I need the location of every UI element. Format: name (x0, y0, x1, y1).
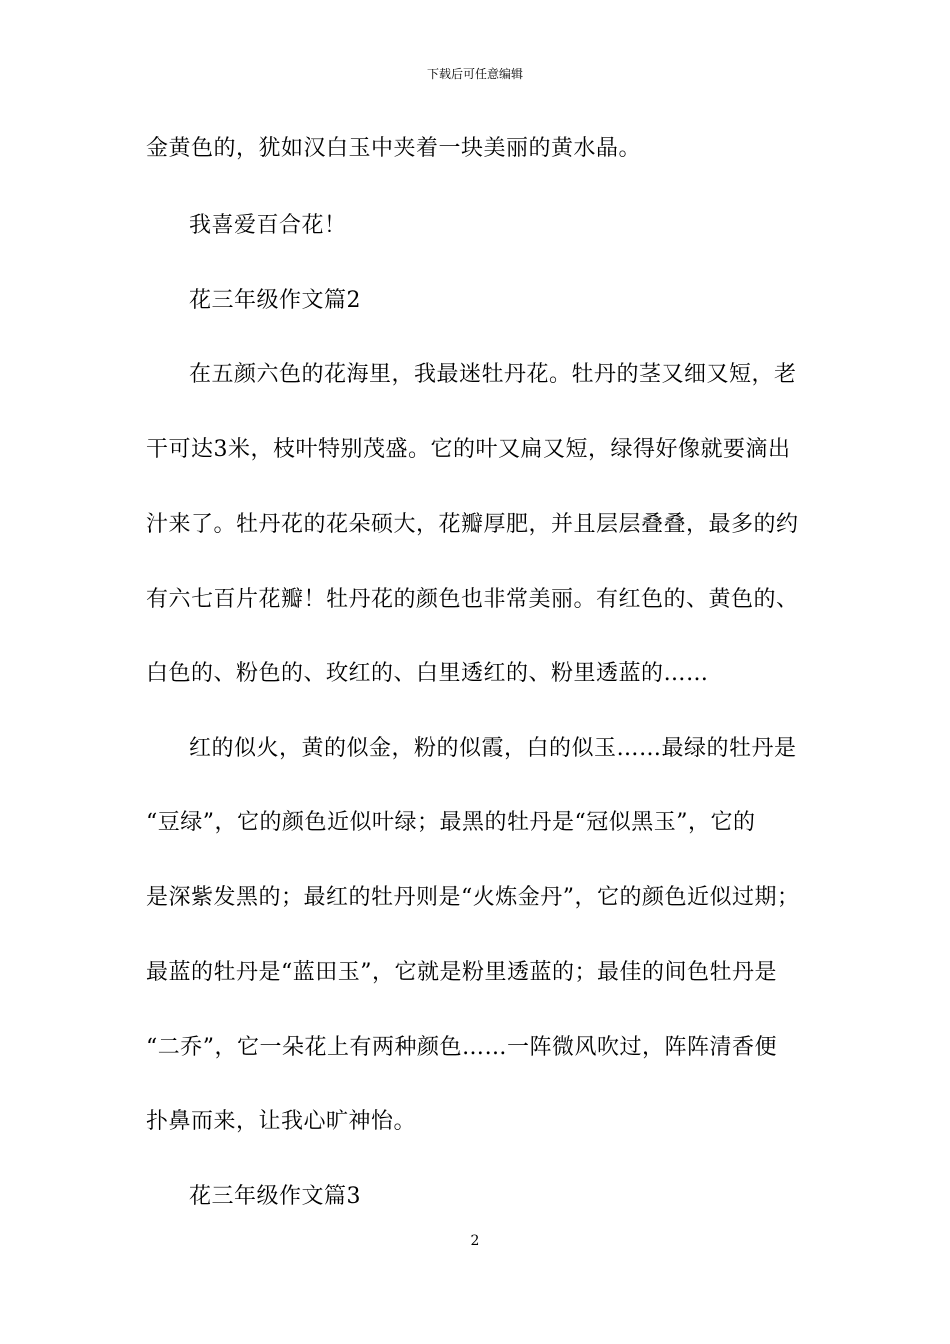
body-line-14: 扑鼻而来，让我心旷神怡。 (146, 1109, 417, 1134)
page-header: 下载后可任意编辑 (426, 67, 523, 81)
body-line-7: 有六七百片花瓣！牡丹花的颜色也非常美丽。有红色的、黄色的、 (146, 587, 799, 612)
body-line-13: “二乔”，它一朵花上有两种颜色……一阵微风吹过，阵阵清香便 (146, 1035, 777, 1060)
body-line-8: 白色的、粉色的、玫红的、白里透红的、粉里透蓝的…… (146, 661, 709, 686)
body-line-6: 汁来了。牡丹花的花朵硕大，花瓣厚肥，并且层层叠叠，最多的约 (146, 512, 799, 537)
body-line-5: 干可达3米，枝叶特别茂盛。它的叶又扁又短，绿得好像就要滴出 (146, 437, 791, 462)
section-heading-3: 花三年级作文篇3 (189, 1184, 361, 1209)
body-line-11: 是深紫发黑的；最红的牡丹则是“火炼金丹”，它的颜色近似过期； (146, 885, 800, 910)
body-line-1: 金黄色的，犹如汉白玉中夹着一块美丽的黄水晶。 (146, 136, 642, 161)
body-line-12: 最蓝的牡丹是“蓝田玉”，它就是粉里透蓝的；最佳的间色牡丹是 (146, 960, 777, 985)
section-heading-2: 花三年级作文篇2 (189, 288, 361, 313)
body-line-2: 我喜爱百合花！ (189, 213, 347, 238)
body-line-10: “豆绿”，它的颜色近似叶绿；最黑的牡丹是“冠似黑玉”，它的 (146, 810, 756, 835)
body-line-4: 在五颜六色的花海里，我最迷牡丹花。牡丹的茎又细又短，老 (189, 362, 797, 387)
body-line-9: 红的似火，黄的似金，粉的似霞，白的似玉……最绿的牡丹是 (189, 736, 797, 761)
page-number: 2 (470, 1233, 480, 1249)
